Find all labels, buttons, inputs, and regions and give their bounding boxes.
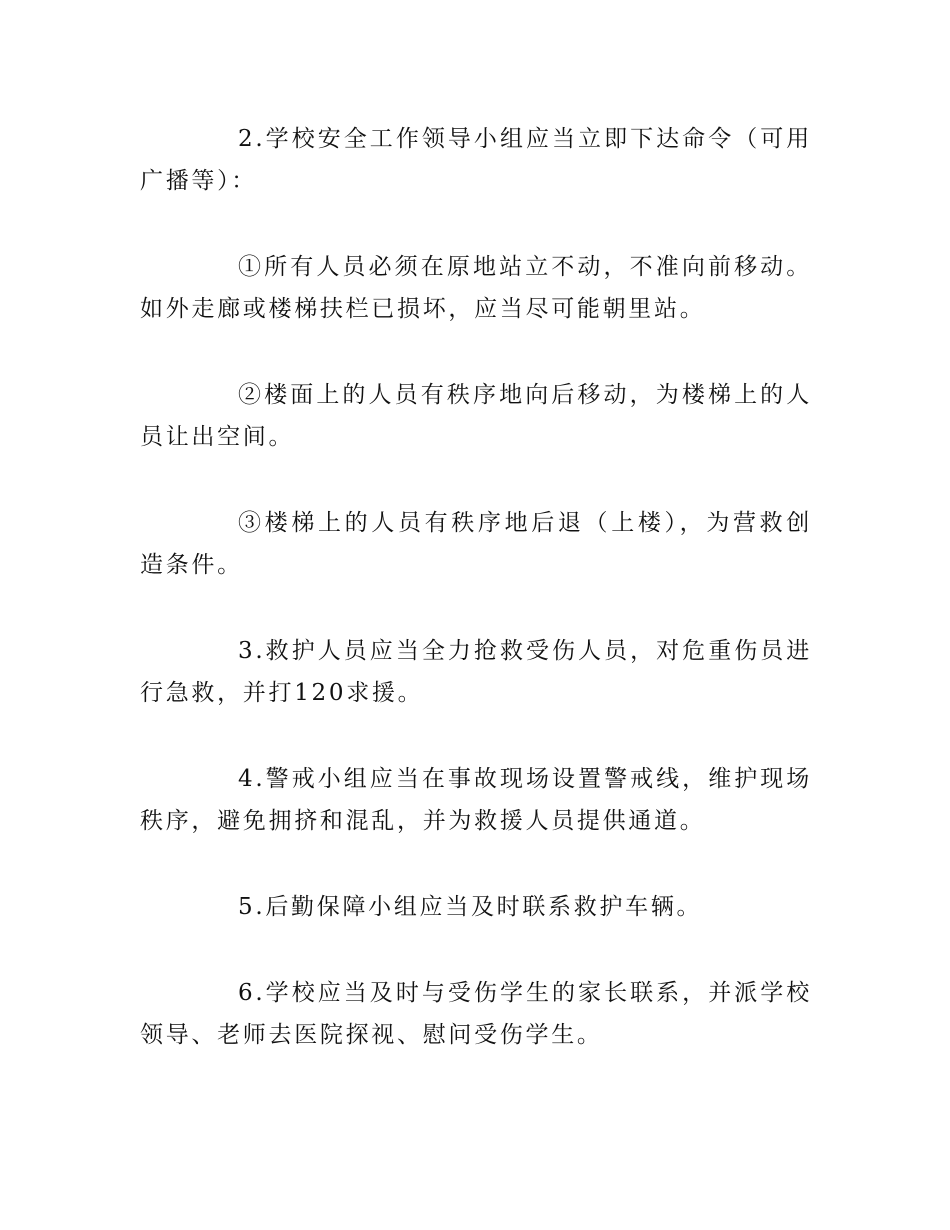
paragraph-logistics: 5.后勤保障小组应当及时联系救护车辆。 xyxy=(238,894,703,920)
paragraph-cordon: 4.警戒小组应当在事故现场设置警戒线，维护现场秩序，避免拥挤和混乱，并为救援人员提供通道。 xyxy=(140,766,812,834)
paragraph-contact-parents: 6.学校应当及时与受伤学生的家长联系，并派学校领导、老师去医院探视、慰问受伤学生。 xyxy=(140,980,812,1048)
paragraph-stand-still: ①所有人员必须在原地站立不动，不准向前移动。如外走廊或楼梯扶栏已损坏，应当尽可能朝里站。 xyxy=(140,254,812,322)
document-body xyxy=(140,118,812,1056)
paragraph-floor-move-back: ②楼面上的人员有秩序地向后移动，为楼梯上的人员让出空间。 xyxy=(140,382,812,450)
paragraph-order-command: 2.学校安全工作领导小组应当立即下达命令（可用广播等）： xyxy=(140,126,812,194)
paragraph-rescue: 3.救护人员应当全力抢救受伤人员，对危重伤员进行急救，并打120求援。 xyxy=(140,638,812,706)
paragraph-stairs-retreat: ③楼梯上的人员有秩序地后退（上楼），为营救创造条件。 xyxy=(140,510,812,578)
